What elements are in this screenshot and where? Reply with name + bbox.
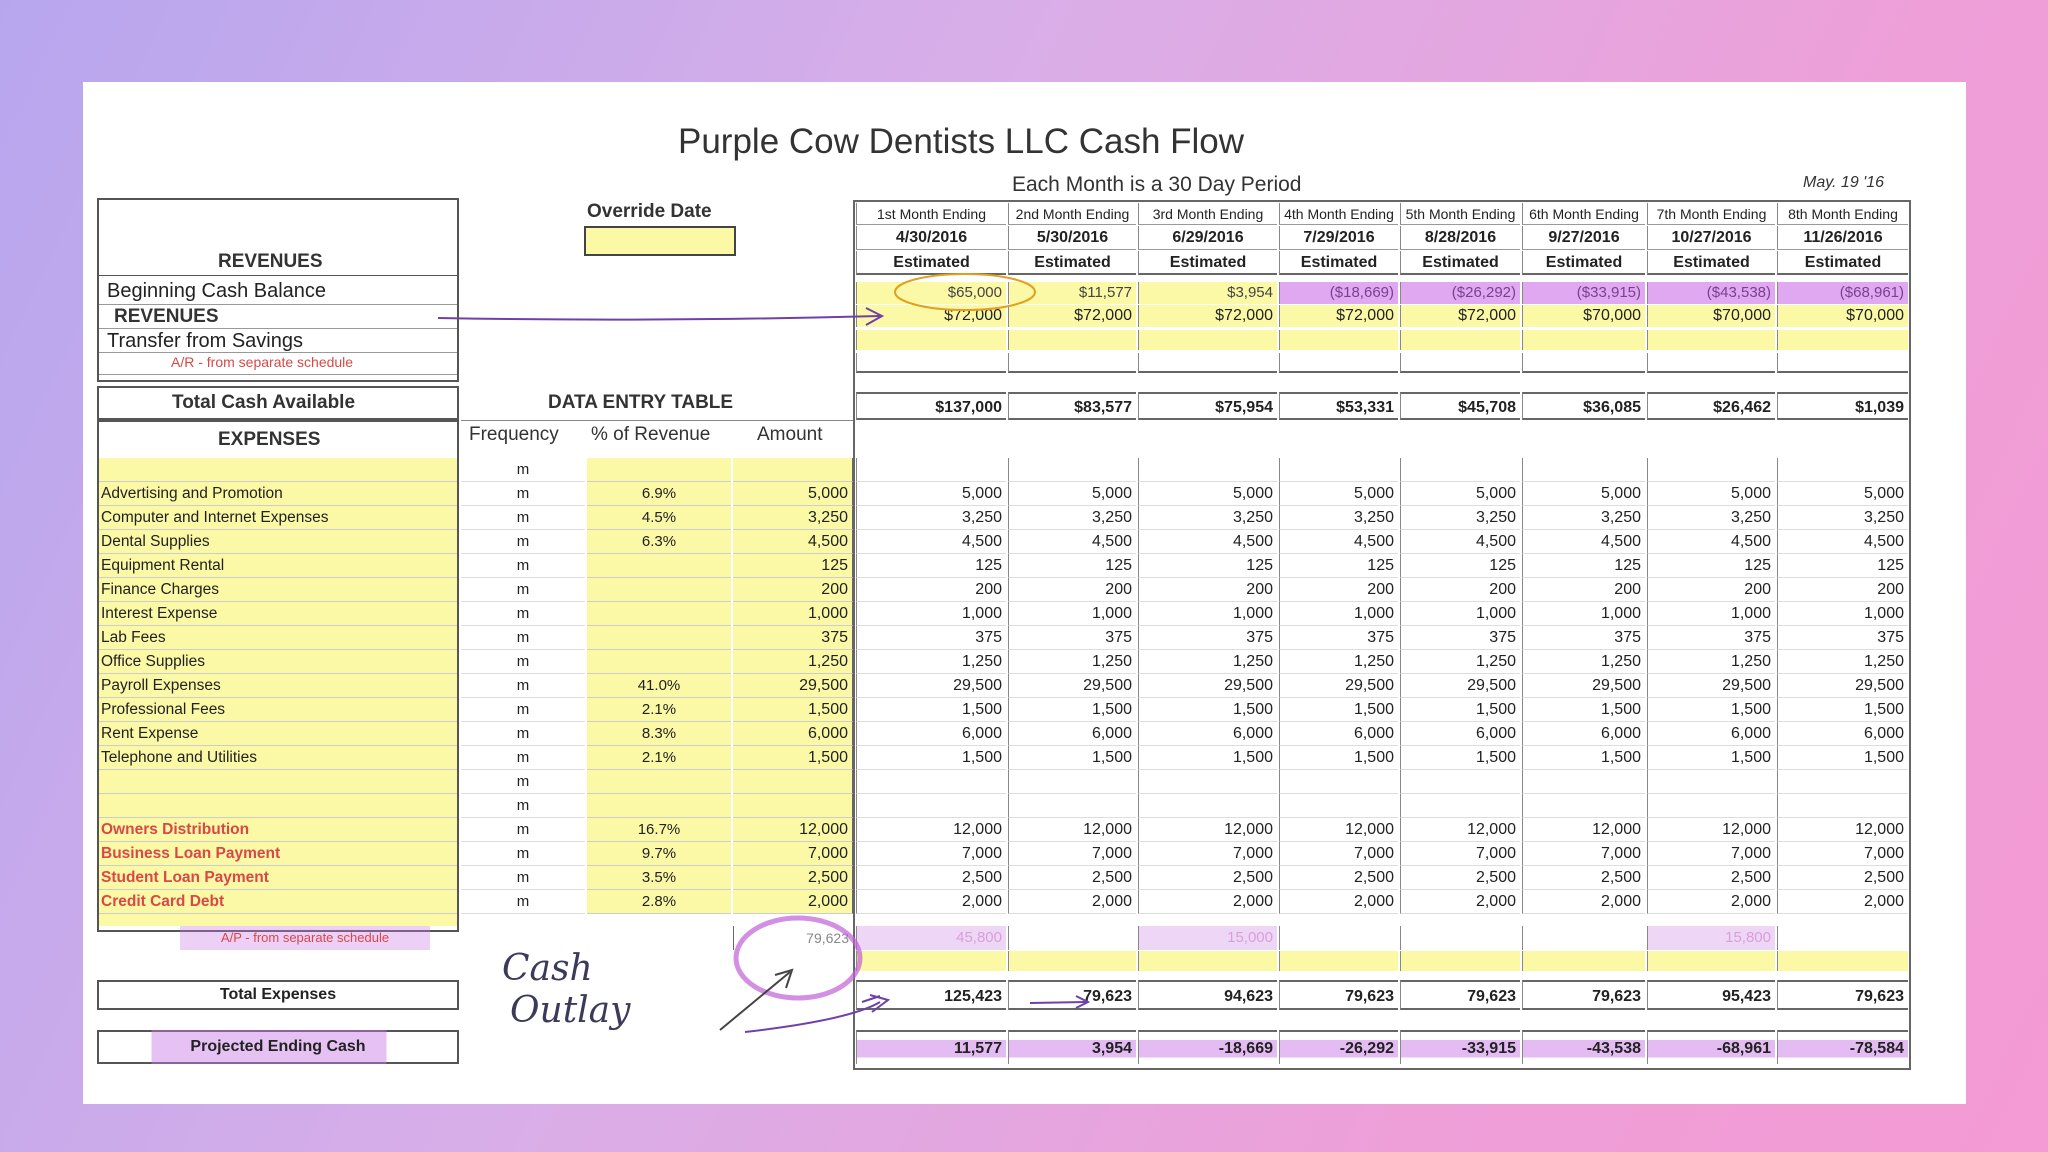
expense-amount: 3,250: [733, 506, 853, 530]
expense-value-cell: 1,500: [1400, 746, 1520, 770]
expense-value-cell: 1,500: [1647, 746, 1775, 770]
revenue-cell: $72,000: [856, 305, 1006, 327]
expense-value-cell: 29,500: [1777, 674, 1908, 698]
expense-value-cell: 200: [856, 578, 1006, 602]
revenue-cell: $70,000: [1777, 305, 1908, 327]
expense-name: Rent Expense: [99, 722, 457, 746]
expense-value-cell: 5,000: [1777, 482, 1908, 506]
expense-value-cell: 1,250: [1400, 650, 1520, 674]
expense-value-cell: 6,000: [1400, 722, 1520, 746]
expense-name: Lab Fees: [99, 626, 457, 650]
expense-frequency: m: [461, 602, 585, 626]
expense-value-cell: 1,000: [1400, 602, 1520, 626]
expense-frequency: m: [461, 482, 585, 506]
expense-value-cell: 3,250: [1400, 506, 1520, 530]
expense-percent: 3.5%: [587, 866, 731, 890]
expense-value-cell: 12,000: [856, 818, 1006, 842]
total-cash-cell: $75,954: [1138, 392, 1277, 420]
expense-value-cell: 2,500: [1138, 866, 1277, 890]
expense-value-cell: 6,000: [1138, 722, 1277, 746]
expense-value-cell: 125: [1647, 554, 1775, 578]
expense-value-cell: 7,000: [1777, 842, 1908, 866]
expense-name: Interest Expense: [99, 602, 457, 626]
month-status: Estimated: [1777, 251, 1908, 275]
expense-name: Business Loan Payment: [99, 842, 457, 866]
expense-value-cell: 4,500: [856, 530, 1006, 554]
total-cash-cell: $137,000: [856, 392, 1006, 420]
expense-value-cell: 29,500: [1008, 674, 1136, 698]
month-label: 7th Month Ending: [1647, 203, 1775, 225]
total-expense-cell: 79,623: [1777, 980, 1908, 1010]
date-stamp: May. 19 '16: [1803, 174, 1885, 191]
expense-value-cell: 12,000: [1008, 818, 1136, 842]
expense-name: Credit Card Debt: [99, 890, 457, 914]
expense-frequency: m: [461, 842, 585, 866]
expense-value-cell: 1,250: [1008, 650, 1136, 674]
ap-amount: 79,623: [733, 926, 853, 950]
expense-value-cell: 125: [856, 554, 1006, 578]
page-title: Purple Cow Dentists LLC Cash Flow: [678, 122, 1245, 161]
expense-value-cell: 3,250: [856, 506, 1006, 530]
expense-name: Finance Charges: [99, 578, 457, 602]
expense-value-cell: 7,000: [1647, 842, 1775, 866]
expense-value-cell: 200: [1647, 578, 1775, 602]
projected-cell: -33,915: [1400, 1030, 1520, 1064]
expense-value-cell: 1,500: [1008, 698, 1136, 722]
expense-value-cell: 200: [1008, 578, 1136, 602]
expense-percent: 2.1%: [587, 746, 731, 770]
revenue-cell: $72,000: [1138, 305, 1277, 327]
expense-value-cell: 1,500: [856, 698, 1006, 722]
expense-value-cell: 5,000: [1647, 482, 1775, 506]
expense-value-cell: 4,500: [1777, 530, 1908, 554]
total-cash-cell: $45,708: [1400, 392, 1520, 420]
revenues-label: REVENUES: [114, 306, 219, 327]
expense-frequency: m: [461, 554, 585, 578]
revenue-cell: $72,000: [1008, 305, 1136, 327]
expense-value-cell: 3,250: [1138, 506, 1277, 530]
month-date: 8/28/2016: [1400, 226, 1520, 250]
expense-value-cell: 5,000: [856, 482, 1006, 506]
expense-name: Telephone and Utilities: [99, 746, 457, 770]
expense-value-cell: 375: [1647, 626, 1775, 650]
expense-amount: 6,000: [733, 722, 853, 746]
expense-value-cell: 125: [1777, 554, 1908, 578]
revenue-header: REVENUES: [218, 251, 323, 272]
expense-name: Professional Fees: [99, 698, 457, 722]
expense-value-cell: 5,000: [1400, 482, 1520, 506]
expense-value-cell: 2,500: [1522, 866, 1645, 890]
expense-percent: 2.8%: [587, 890, 731, 914]
expense-amount: 29,500: [733, 674, 853, 698]
expense-value-cell: 6,000: [1777, 722, 1908, 746]
expense-value-cell: 1,500: [1522, 698, 1645, 722]
total-expense-cell: 79,623: [1400, 980, 1520, 1010]
expense-amount: 200: [733, 578, 853, 602]
month-date: 10/27/2016: [1647, 226, 1775, 250]
expense-amount: 12,000: [733, 818, 853, 842]
total-expense-cell: 79,623: [1522, 980, 1645, 1010]
month-label: 4th Month Ending: [1279, 203, 1398, 225]
expense-frequency: m: [461, 506, 585, 530]
revenue-cell: $70,000: [1522, 305, 1645, 327]
expense-value-cell: 12,000: [1777, 818, 1908, 842]
expense-frequency: m: [461, 698, 585, 722]
expense-frequency: m: [461, 866, 585, 890]
expense-name: Computer and Internet Expenses: [99, 506, 457, 530]
expense-amount: 4,500: [733, 530, 853, 554]
expense-value-cell: 12,000: [1522, 818, 1645, 842]
expense-value-cell: 7,000: [1279, 842, 1398, 866]
expense-value-cell: 375: [1522, 626, 1645, 650]
expense-value-cell: 3,250: [1777, 506, 1908, 530]
month-label: 5th Month Ending: [1400, 203, 1520, 225]
projected-cell: -26,292: [1279, 1030, 1398, 1064]
month-label: 8th Month Ending: [1777, 203, 1908, 225]
expense-frequency: m: [461, 770, 585, 794]
month-label: 1st Month Ending: [856, 203, 1006, 225]
expense-value-cell: 2,000: [1777, 890, 1908, 914]
expense-name: Advertising and Promotion: [99, 482, 457, 506]
expense-value-cell: 1,250: [1522, 650, 1645, 674]
expense-name: Office Supplies: [99, 650, 457, 674]
expense-percent: 41.0%: [587, 674, 731, 698]
month-label: 3rd Month Ending: [1138, 203, 1277, 225]
expense-value-cell: 200: [1777, 578, 1908, 602]
expense-frequency: m: [461, 722, 585, 746]
expense-value-cell: 4,500: [1138, 530, 1277, 554]
total-expense-cell: 125,423: [856, 980, 1006, 1010]
total-expenses-label: Total Expenses: [219, 986, 337, 1003]
expense-percent: 6.3%: [587, 530, 731, 554]
total-cash-label: Total Cash Available: [172, 392, 356, 413]
expense-value-cell: 1,500: [1279, 746, 1398, 770]
month-label: 2nd Month Ending: [1008, 203, 1136, 225]
expense-value-cell: 125: [1400, 554, 1520, 578]
expense-value-cell: 125: [1522, 554, 1645, 578]
expense-value-cell: 200: [1138, 578, 1277, 602]
ap-schedule-label: A/P - from separate schedule: [180, 926, 430, 950]
projected-cell: -78,584: [1777, 1030, 1908, 1064]
month-status: Estimated: [1279, 251, 1398, 275]
projected-cell: -18,669: [1138, 1030, 1277, 1064]
month-status: Estimated: [856, 251, 1006, 275]
expense-frequency: m: [461, 578, 585, 602]
total-cash-cell: $53,331: [1279, 392, 1398, 420]
month-status: Estimated: [1647, 251, 1775, 275]
expense-value-cell: 29,500: [1138, 674, 1277, 698]
expense-value-cell: 12,000: [1647, 818, 1775, 842]
expense-value-cell: 375: [1279, 626, 1398, 650]
expense-value-cell: 2,000: [1400, 890, 1520, 914]
projected-label: Projected Ending Cash: [97, 1030, 459, 1064]
expense-frequency: m: [461, 674, 585, 698]
expense-value-cell: 1,500: [1777, 746, 1908, 770]
expense-value-cell: 2,000: [1279, 890, 1398, 914]
revenue-cell: $72,000: [1279, 305, 1398, 327]
beginning-cash-cell: ($68,961): [1777, 282, 1908, 304]
expense-value-cell: 1,250: [1138, 650, 1277, 674]
expense-value-cell: 375: [1008, 626, 1136, 650]
expense-value-cell: 4,500: [1647, 530, 1775, 554]
expense-value-cell: 375: [1777, 626, 1908, 650]
expense-name: Owners Distribution: [99, 818, 457, 842]
revenue-cell: $72,000: [1400, 305, 1520, 327]
month-date: 6/29/2016: [1138, 226, 1277, 250]
month-status: Estimated: [1008, 251, 1136, 275]
expense-value-cell: 1,500: [1777, 698, 1908, 722]
beginning-cash-cell: $65,000: [856, 282, 1006, 304]
expense-value-cell: 6,000: [1279, 722, 1398, 746]
expense-value-cell: 29,500: [1400, 674, 1520, 698]
expense-name: Equipment Rental: [99, 554, 457, 578]
projected-cell: 11,577: [856, 1030, 1006, 1064]
expense-value-cell: 2,000: [1008, 890, 1136, 914]
expense-value-cell: 1,500: [1279, 698, 1398, 722]
expense-value-cell: 12,000: [1400, 818, 1520, 842]
expense-value-cell: 6,000: [856, 722, 1006, 746]
expense-value-cell: 1,000: [1138, 602, 1277, 626]
expense-value-cell: 1,500: [1647, 698, 1775, 722]
expense-frequency: m: [461, 794, 585, 818]
expense-value-cell: 4,500: [1522, 530, 1645, 554]
month-status: Estimated: [1522, 251, 1645, 275]
percent-revenue-header: % of Revenue: [591, 424, 711, 445]
expense-value-cell: 12,000: [1138, 818, 1277, 842]
expense-value-cell: 2,500: [1008, 866, 1136, 890]
expense-value-cell: 5,000: [1522, 482, 1645, 506]
total-expense-cell: 79,623: [1279, 980, 1398, 1010]
expense-value-cell: 2,000: [856, 890, 1006, 914]
expense-value-cell: 375: [1400, 626, 1520, 650]
beginning-cash-cell: ($43,538): [1647, 282, 1775, 304]
expense-value-cell: 7,000: [1008, 842, 1136, 866]
ap-value-cell: 45,800: [856, 926, 1006, 950]
expense-value-cell: 200: [1522, 578, 1645, 602]
expense-value-cell: 375: [1138, 626, 1277, 650]
expense-amount: 7,000: [733, 842, 853, 866]
expense-value-cell: 1,500: [1138, 698, 1277, 722]
month-date: 7/29/2016: [1279, 226, 1398, 250]
expense-name: Payroll Expenses: [99, 674, 457, 698]
expense-value-cell: 4,500: [1400, 530, 1520, 554]
expense-frequency: m: [461, 650, 585, 674]
expense-percent: 2.1%: [587, 698, 731, 722]
expense-value-cell: 6,000: [1647, 722, 1775, 746]
beginning-cash-cell: $3,954: [1138, 282, 1277, 304]
expense-percent: 9.7%: [587, 842, 731, 866]
period-note: Each Month is a 30 Day Period: [1012, 173, 1302, 196]
expense-value-cell: 1,250: [856, 650, 1006, 674]
transfer-savings-label: Transfer from Savings: [107, 330, 303, 352]
expense-amount: 1,500: [733, 746, 853, 770]
expense-value-cell: 6,000: [1008, 722, 1136, 746]
expense-value-cell: 2,000: [1647, 890, 1775, 914]
expense-value-cell: 200: [1400, 578, 1520, 602]
total-cash-cell: $36,085: [1522, 392, 1645, 420]
expense-value-cell: 29,500: [856, 674, 1006, 698]
expense-value-cell: 2,500: [1400, 866, 1520, 890]
expense-percent: 4.5%: [587, 506, 731, 530]
month-date: 11/26/2016: [1777, 226, 1908, 250]
month-date: 9/27/2016: [1522, 226, 1645, 250]
expense-percent: 16.7%: [587, 818, 731, 842]
expense-value-cell: 1,250: [1777, 650, 1908, 674]
expense-value-cell: 29,500: [1279, 674, 1398, 698]
expense-amount: 5,000: [733, 482, 853, 506]
total-expense-cell: 94,623: [1138, 980, 1277, 1010]
expense-value-cell: 2,500: [1279, 866, 1398, 890]
expense-value-cell: 5,000: [1138, 482, 1277, 506]
expense-value-cell: 1,250: [1647, 650, 1775, 674]
total-cash-cell: $26,462: [1647, 392, 1775, 420]
expense-value-cell: 125: [1008, 554, 1136, 578]
override-date-label: Override Date: [587, 201, 712, 222]
expense-value-cell: 12,000: [1279, 818, 1398, 842]
expense-value-cell: 1,500: [856, 746, 1006, 770]
expense-value-cell: 1,000: [1522, 602, 1645, 626]
expense-value-cell: 6,000: [1522, 722, 1645, 746]
expense-value-cell: 125: [1279, 554, 1398, 578]
projected-cell: -43,538: [1522, 1030, 1645, 1064]
expense-amount: 125: [733, 554, 853, 578]
expense-value-cell: 2,000: [1522, 890, 1645, 914]
expense-value-cell: 4,500: [1279, 530, 1398, 554]
revenue-cell: $70,000: [1647, 305, 1775, 327]
beginning-cash-cell: ($18,669): [1279, 282, 1398, 304]
expense-value-cell: 1,500: [1522, 746, 1645, 770]
expense-value-cell: 1,500: [1400, 698, 1520, 722]
expense-amount: 1,250: [733, 650, 853, 674]
expense-value-cell: 1,500: [1138, 746, 1277, 770]
month-label: 6th Month Ending: [1522, 203, 1645, 225]
expense-value-cell: 29,500: [1522, 674, 1645, 698]
handwritten-cash: Cash: [502, 948, 593, 989]
expense-value-cell: 1,500: [1008, 746, 1136, 770]
expense-value-cell: 125: [1138, 554, 1277, 578]
ap-value-cell: 15,800: [1647, 926, 1775, 950]
expense-value-cell: 5,000: [1008, 482, 1136, 506]
expense-value-cell: 200: [1279, 578, 1398, 602]
expense-value-cell: 1,000: [1279, 602, 1398, 626]
data-entry-label: DATA ENTRY TABLE: [548, 392, 734, 413]
expense-value-cell: 3,250: [1647, 506, 1775, 530]
expense-value-cell: 4,500: [1008, 530, 1136, 554]
ap-value-cell: 15,000: [1138, 926, 1277, 950]
beginning-cash-cell: ($33,915): [1522, 282, 1645, 304]
expense-value-cell: 1,000: [856, 602, 1006, 626]
expense-value-cell: 1,250: [1279, 650, 1398, 674]
expense-value-cell: 2,000: [1138, 890, 1277, 914]
expense-amount: 1,000: [733, 602, 853, 626]
total-cash-cell: $1,039: [1777, 392, 1908, 420]
expense-value-cell: 1,000: [1008, 602, 1136, 626]
expense-frequency: m: [461, 458, 585, 482]
expense-amount: 2,000: [733, 890, 853, 914]
month-status: Estimated: [1400, 251, 1520, 275]
projected-cell: 3,954: [1008, 1030, 1136, 1064]
expense-name: Dental Supplies: [99, 530, 457, 554]
month-status: Estimated: [1138, 251, 1277, 275]
expense-value-cell: 3,250: [1279, 506, 1398, 530]
projected-cell: -68,961: [1647, 1030, 1775, 1064]
beginning-cash-cell: ($26,292): [1400, 282, 1520, 304]
expense-amount: 1,500: [733, 698, 853, 722]
expense-value-cell: 2,500: [1777, 866, 1908, 890]
month-date: 4/30/2016: [856, 226, 1006, 250]
expense-frequency: m: [461, 626, 585, 650]
expense-frequency: m: [461, 818, 585, 842]
expense-amount: 2,500: [733, 866, 853, 890]
expense-value-cell: 375: [856, 626, 1006, 650]
expense-frequency: m: [461, 890, 585, 914]
handwritten-outlay: Outlay: [510, 990, 631, 1031]
expense-percent: 6.9%: [587, 482, 731, 506]
total-expense-cell: 95,423: [1647, 980, 1775, 1010]
expense-value-cell: 7,000: [1400, 842, 1520, 866]
expense-value-cell: 2,500: [856, 866, 1006, 890]
expense-value-cell: 29,500: [1647, 674, 1775, 698]
expenses-header: EXPENSES: [218, 429, 321, 450]
frequency-header: Frequency: [469, 424, 559, 445]
expense-value-cell: 7,000: [856, 842, 1006, 866]
beginning-cash-label: Beginning Cash Balance: [107, 280, 327, 302]
expense-value-cell: 2,500: [1647, 866, 1775, 890]
expense-name: Student Loan Payment: [99, 866, 457, 890]
ar-schedule-label: A/R - from separate schedule: [171, 354, 354, 370]
expense-value-cell: 7,000: [1138, 842, 1277, 866]
expense-amount: 375: [733, 626, 853, 650]
month-date: 5/30/2016: [1008, 226, 1136, 250]
expense-value-cell: 1,000: [1647, 602, 1775, 626]
expense-value-cell: 3,250: [1522, 506, 1645, 530]
expense-frequency: m: [461, 746, 585, 770]
total-cash-cell: $83,577: [1008, 392, 1136, 420]
expense-frequency: m: [461, 530, 585, 554]
expense-value-cell: 5,000: [1279, 482, 1398, 506]
expense-value-cell: 1,000: [1777, 602, 1908, 626]
amount-header: Amount: [757, 424, 823, 445]
expense-value-cell: 3,250: [1008, 506, 1136, 530]
total-expense-cell: 79,623: [1008, 980, 1136, 1010]
beginning-cash-cell: $11,577: [1008, 282, 1136, 304]
expense-percent: 8.3%: [587, 722, 731, 746]
expense-value-cell: 7,000: [1522, 842, 1645, 866]
